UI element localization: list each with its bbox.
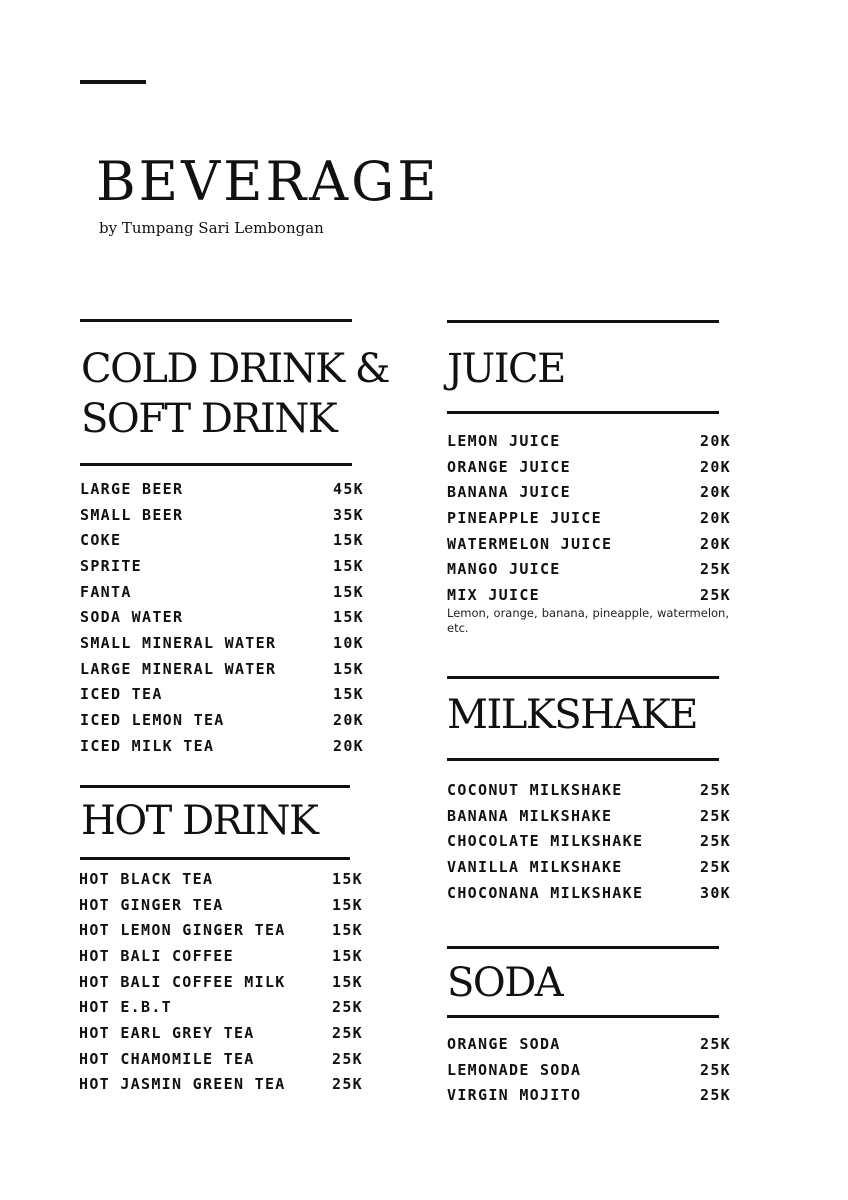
item-name: HOT BALI COFFEE xyxy=(79,946,234,965)
item-price: 20K xyxy=(333,711,364,730)
item-price: 20K xyxy=(700,508,731,527)
menu-item xyxy=(447,454,731,480)
section-heading xyxy=(447,690,697,740)
menu-item xyxy=(447,582,731,608)
menu-item xyxy=(80,682,364,708)
menu-item xyxy=(80,553,364,579)
menu-item xyxy=(447,479,731,505)
menu-item xyxy=(80,476,364,502)
section-top-rule xyxy=(80,319,352,322)
section-heading xyxy=(447,344,565,394)
menu-item xyxy=(80,707,364,733)
item-name: COKE xyxy=(80,531,122,550)
item-price: 25K xyxy=(700,806,731,825)
item-name: BANANA MILKSHAKE xyxy=(447,806,613,825)
section-bottom-rule xyxy=(447,758,719,761)
item-price: 25K xyxy=(700,857,731,876)
item-price: 45K xyxy=(333,479,364,498)
item-price: 25K xyxy=(700,585,731,604)
item-name: ICED LEMON TEA xyxy=(80,711,225,730)
item-price: 35K xyxy=(333,505,364,524)
menu-item xyxy=(447,777,731,803)
menu-item xyxy=(79,866,363,892)
item-name: LARGE BEER xyxy=(80,479,184,498)
item-price: 15K xyxy=(333,608,364,627)
item-price: 25K xyxy=(332,1023,363,1042)
section-heading xyxy=(447,958,562,1008)
menu-item xyxy=(80,733,364,759)
item-price: 25K xyxy=(332,1075,363,1094)
section-heading xyxy=(81,344,389,444)
item-name: HOT EARL GREY TEA xyxy=(79,1023,255,1042)
item-name: ICED MILK TEA xyxy=(80,736,215,755)
menu-item xyxy=(79,994,363,1020)
item-price: 15K xyxy=(333,531,364,550)
menu-item xyxy=(447,505,731,531)
item-name: BANANA JUICE xyxy=(447,483,571,502)
menu-item xyxy=(80,630,364,656)
menu-item xyxy=(80,656,364,682)
menu-item xyxy=(79,943,363,969)
item-price: 25K xyxy=(332,1049,363,1068)
item-name: ORANGE JUICE xyxy=(447,457,571,476)
section-top-rule xyxy=(447,946,719,949)
item-name: SMALL MINERAL WATER xyxy=(80,633,277,652)
menu-item xyxy=(447,531,731,557)
item-price: 20K xyxy=(700,534,731,553)
section-bottom-rule xyxy=(447,411,719,414)
item-name: HOT E.B.T xyxy=(79,998,172,1017)
section-bottom-rule xyxy=(80,857,350,860)
heading-line: HOT DRINK xyxy=(81,798,318,844)
page-subtitle: by Tumpang Sari Lembongan xyxy=(99,219,324,237)
item-price: 10K xyxy=(333,633,364,652)
menu-item xyxy=(447,1082,731,1108)
item-name: HOT GINGER TEA xyxy=(79,895,224,914)
item-name: PINEAPPLE JUICE xyxy=(447,508,602,527)
menu-list xyxy=(79,866,363,1097)
item-name: HOT CHAMOMILE TEA xyxy=(79,1049,255,1068)
item-name: LEMONADE SODA xyxy=(447,1060,582,1079)
item-name: WATERMELON JUICE xyxy=(447,534,613,553)
menu-item xyxy=(80,604,364,630)
item-price: 15K xyxy=(333,659,364,678)
item-name: LEMON JUICE xyxy=(447,431,561,450)
menu-item xyxy=(447,556,731,582)
item-price: 25K xyxy=(700,832,731,851)
item-name: FANTA xyxy=(80,582,132,601)
menu-item xyxy=(447,828,731,854)
item-price: 15K xyxy=(333,685,364,704)
menu-list xyxy=(447,1031,731,1108)
header-accent-line xyxy=(80,80,146,84)
heading-line: SOFT DRINK xyxy=(81,396,337,442)
item-price: 25K xyxy=(700,1034,731,1053)
item-price: 25K xyxy=(700,1060,731,1079)
menu-item xyxy=(79,917,363,943)
item-name: CHOCONANA MILKSHAKE xyxy=(447,883,644,902)
item-name: ORANGE SODA xyxy=(447,1034,561,1053)
item-price: 15K xyxy=(332,972,363,991)
section-top-rule xyxy=(447,320,719,323)
menu-item xyxy=(447,803,731,829)
menu-list xyxy=(447,777,731,905)
item-price: 20K xyxy=(700,483,731,502)
menu-item xyxy=(80,527,364,553)
item-price: 25K xyxy=(700,780,731,799)
section-heading xyxy=(81,796,317,846)
section-bottom-rule xyxy=(80,463,352,466)
menu-item xyxy=(447,1057,731,1083)
item-price: 15K xyxy=(333,582,364,601)
menu-list xyxy=(447,428,731,608)
item-name: COCONUT MILKSHAKE xyxy=(447,780,623,799)
section-top-rule xyxy=(447,676,719,679)
item-price: 15K xyxy=(332,869,363,888)
item-name: SODA WATER xyxy=(80,608,184,627)
item-name: HOT LEMON GINGER TEA xyxy=(79,921,286,940)
menu-item xyxy=(447,1031,731,1057)
item-name: SMALL BEER xyxy=(80,505,184,524)
menu-item xyxy=(79,892,363,918)
menu-list xyxy=(80,476,364,759)
heading-line: SODA xyxy=(447,960,563,1006)
page-title: BEVERAGE xyxy=(96,150,440,213)
item-price: 15K xyxy=(332,921,363,940)
item-name: VANILLA MILKSHAKE xyxy=(447,857,623,876)
heading-line: COLD DRINK & xyxy=(81,346,389,392)
item-price: 20K xyxy=(700,431,731,450)
item-name: CHOCOLATE MILKSHAKE xyxy=(447,832,644,851)
item-price: 15K xyxy=(332,946,363,965)
item-name: HOT BLACK TEA xyxy=(79,869,214,888)
menu-item xyxy=(79,1046,363,1072)
item-price: 20K xyxy=(700,457,731,476)
item-price: 15K xyxy=(333,556,364,575)
item-price: 20K xyxy=(333,736,364,755)
item-name: LARGE MINERAL WATER xyxy=(80,659,277,678)
item-name: SPRITE xyxy=(80,556,142,575)
menu-item xyxy=(80,502,364,528)
heading-line: MILKSHAKE xyxy=(447,692,697,738)
menu-item xyxy=(79,969,363,995)
item-name: MIX JUICE xyxy=(447,585,540,604)
item-price: 30K xyxy=(700,883,731,902)
item-price: 25K xyxy=(700,1086,731,1105)
menu-item xyxy=(447,854,731,880)
item-price: 25K xyxy=(332,998,363,1017)
item-name: HOT BALI COFFEE MILK xyxy=(79,972,286,991)
menu-item xyxy=(447,428,731,454)
menu-item xyxy=(79,1020,363,1046)
item-name: HOT JASMIN GREEN TEA xyxy=(79,1075,286,1094)
item-name: ICED TEA xyxy=(80,685,163,704)
item-name: VIRGIN MOJITO xyxy=(447,1086,582,1105)
item-price: 25K xyxy=(700,560,731,579)
mix-juice-note: Lemon, orange, banana, pineapple, watermelon, etc. xyxy=(447,606,729,635)
section-bottom-rule xyxy=(447,1015,719,1018)
item-price: 15K xyxy=(332,895,363,914)
section-top-rule xyxy=(80,785,350,788)
menu-item xyxy=(80,579,364,605)
menu-item xyxy=(79,1072,363,1098)
menu-item xyxy=(447,880,731,906)
heading-line: JUICE xyxy=(447,346,565,392)
item-name: MANGO JUICE xyxy=(447,560,561,579)
